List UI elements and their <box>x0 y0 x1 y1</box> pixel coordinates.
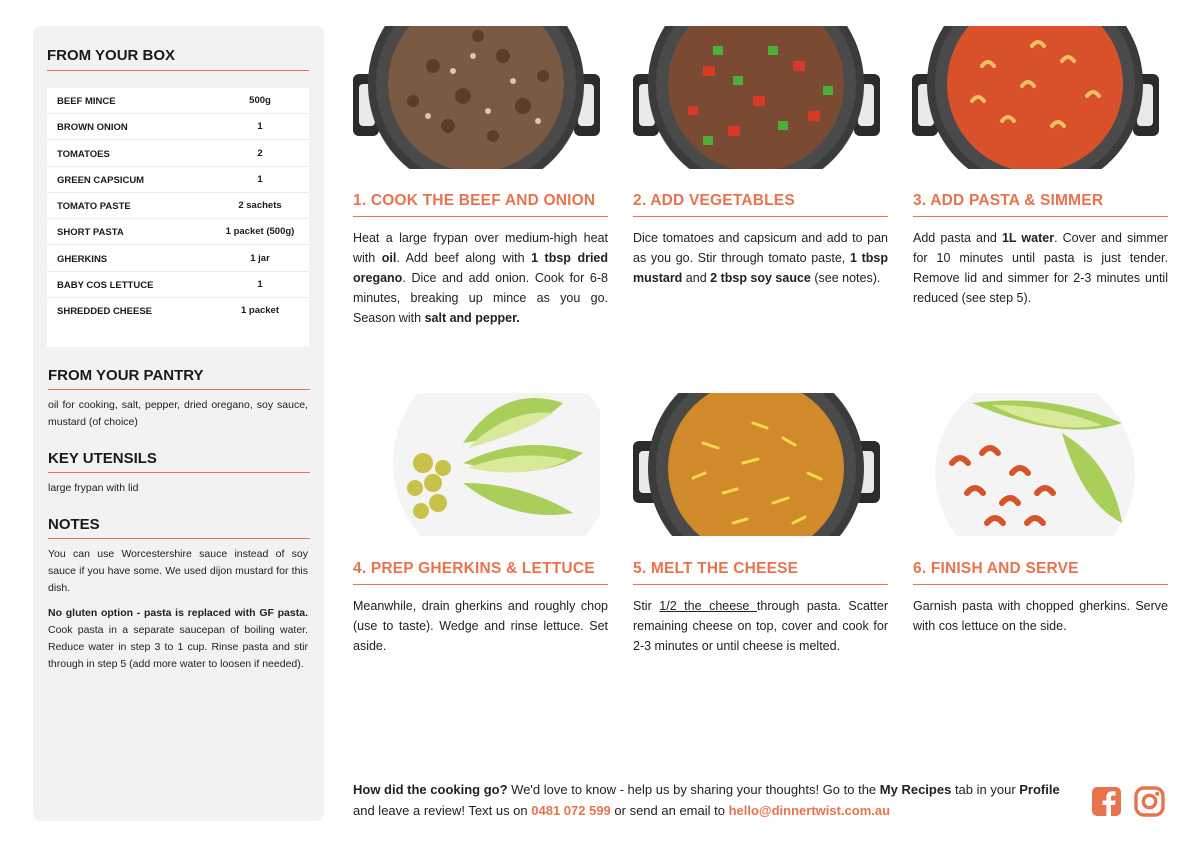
box-title-rule <box>47 70 309 71</box>
phone-link[interactable]: 0481 072 599 <box>531 803 611 818</box>
step-6-image <box>912 393 1159 536</box>
table-row: BROWN ONION 1 <box>47 114 309 140</box>
utensils-title: KEY UTENSILS <box>48 450 157 467</box>
step-4-rule <box>353 584 608 585</box>
table-row: GREEN CAPSICUM 1 <box>47 167 309 193</box>
step-4-image <box>353 393 600 536</box>
step-1-rule <box>353 216 608 217</box>
step-3-text: Add pasta and 1L water. Cover and simmer for 10 minutes until pasta is just tender. Remove lid and simmer for 2-3 minutes until reduced (see step 5). <box>913 231 1168 305</box>
feedback-footer: How did the cooking go? We'd love to know - help us by sharing your thoughts! Go to the My Recipes tab in your Profile and leave a review! Text us on 0481 072 599 or send an email to hello@dinnertwist.com.au <box>353 782 1060 818</box>
ingredients-table <box>47 88 309 347</box>
box-title: FROM YOUR BOX <box>47 47 176 64</box>
step-3-title: 3. ADD PASTA & SIMMER <box>913 192 1104 209</box>
step-1-text: Heat a large frypan over medium-high heat with oil. Add beef along with 1 tbsp dried oregano. Dice and add onion. Cook for 6-8 minutes, breaking up mince as you go. Season with salt and pepper. <box>353 231 609 325</box>
step-6-text: Garnish pasta with chopped gherkins. Serve with cos lettuce on the side. <box>913 599 1168 633</box>
table-row: BABY COS LETTUCE 1 <box>47 272 309 298</box>
pantry-title: FROM YOUR PANTRY <box>48 367 204 384</box>
table-row: TOMATOES 2 <box>47 141 309 167</box>
step-2-text: Dice tomatoes and capsicum and add to pan as you go. Stir through tomato paste, 1 tbsp mustard and 2 tbsp soy sauce (see notes). <box>633 231 888 285</box>
table-row: TOMATO PASTE 2 sachets <box>47 193 309 219</box>
table-row: GHERKINS 1 jar <box>47 246 309 272</box>
step-3-rule <box>913 216 1168 217</box>
step-1-title: 1. COOK THE BEEF AND ONION <box>353 192 596 209</box>
step-5-title: 5. MELT THE CHEESE <box>633 560 799 577</box>
note-1: You can use Worcestershire sauce instead of soy sauce if you have some. We used dijon mustard for this dish. <box>48 548 308 594</box>
step-1-image <box>353 26 600 169</box>
step-5-image <box>633 393 880 536</box>
instagram-icon[interactable] <box>1134 786 1165 817</box>
table-row: SHORT PASTA 1 packet (500g) <box>47 219 309 245</box>
facebook-icon[interactable] <box>1091 786 1122 817</box>
pantry-rule <box>48 389 310 390</box>
step-3-image <box>912 26 1159 169</box>
pantry-text: oil for cooking, salt, pepper, dried oregano, soy sauce, mustard (of choice) <box>48 399 308 428</box>
sidebar <box>33 26 324 821</box>
utensils-rule <box>48 472 310 473</box>
table-row: BEEF MINCE 500g <box>47 88 309 114</box>
utensils-text: large frypan with lid <box>48 482 139 494</box>
step-2-title: 2. ADD VEGETABLES <box>633 192 795 209</box>
step-4-text: Meanwhile, drain gherkins and roughly chop (use to taste). Wedge and rinse lettuce. Set aside. <box>353 599 608 653</box>
note-2: No gluten option - pasta is replaced with GF pasta. Cook pasta in a separate saucepan of boiling water. Reduce water in step 3 to 1 cup. Rinse pasta and stir through in step 5 (add more water to loosen if needed). <box>48 607 308 670</box>
step-4-title: 4. PREP GHERKINS & LETTUCE <box>353 560 595 577</box>
step-5-text: Stir 1/2 the cheese through pasta. Scatter remaining cheese on top, cover and cook for 2-3 minutes or until cheese is melted. <box>633 599 888 653</box>
step-6-title: 6. FINISH AND SERVE <box>913 560 1079 577</box>
step-2-rule <box>633 216 888 217</box>
notes-rule <box>48 538 310 539</box>
step-6-rule <box>913 584 1168 585</box>
step-5-rule <box>633 584 888 585</box>
notes-title: NOTES <box>48 516 100 533</box>
step-2-image <box>633 26 880 169</box>
table-row: SHREDDED CHEESE 1 packet <box>57 305 280 317</box>
email-link[interactable]: hello@dinnertwist.com.au <box>728 803 891 818</box>
